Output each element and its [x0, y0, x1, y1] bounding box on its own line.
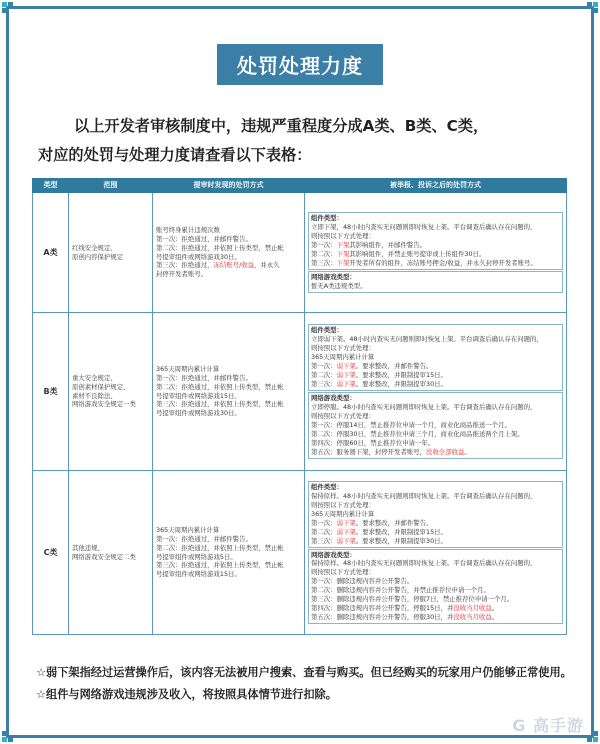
table-row-c	[33, 471, 567, 635]
text-line: 365天周期内累计计算	[311, 353, 375, 362]
footnote-income-deduction: ☆组件与网络游戏违规涉及收入，将按照具体情节进行扣除。	[36, 688, 337, 701]
penalty-highlight: 下架	[336, 258, 350, 267]
text-line: 第四次：删除违规内容并公开警告，停服15日，并没收当月收益。	[311, 604, 499, 613]
text-line: 网络游戏类型：	[311, 272, 356, 281]
text-line: 网络游戏安全规定一类	[72, 400, 136, 409]
table-row-b	[33, 313, 567, 471]
title-banner	[0, 44, 600, 85]
text-line: 第四次：停服60日，禁止推荐位申请一年。	[311, 438, 435, 447]
header-review-penalty: 提审时发现的处罚方式	[153, 179, 305, 193]
intro-line-1: 以上开发者审核制度中，违规严重程度分成A类、B类、C类，	[74, 117, 489, 135]
review-cell-c	[153, 471, 305, 635]
header-scope: 范围	[69, 179, 153, 193]
text-line: 保持原样。48小时内查实无问题则即时恢复上架。平台调查后确认存在问题的，	[311, 491, 537, 500]
text-line: 第二次：弱下架。要求整改，并限制提审15日。	[311, 527, 447, 536]
penalty-highlight: 弱下架	[336, 371, 356, 380]
text-line: 第二次：拒绝通过，并依照上传类型，禁止帐	[156, 243, 284, 252]
text-line: 第一次：拒绝通过，并邮件警告。	[156, 373, 252, 382]
report-component-block-c	[308, 481, 563, 548]
text-line: 第三次：弱下架。要求整改，并限制提审30日。	[311, 380, 447, 389]
text-line: 组件类型：	[311, 214, 343, 223]
penalty-table	[32, 178, 567, 635]
text-line: 号提审组件或网络游戏30日。	[156, 409, 241, 418]
penalty-highlight: 弱下架	[336, 527, 356, 536]
report-game-block-b	[308, 392, 563, 459]
text-line: 原创内容保护规定	[72, 252, 124, 261]
report-game-block-c	[308, 549, 563, 625]
type-cell-b: B类	[33, 313, 69, 471]
text-line: 号提审组件或网络游戏15日。	[156, 570, 241, 579]
report-component-block-b	[308, 324, 563, 391]
text-line: 网络游戏安全规定二类	[72, 552, 136, 561]
text-line: 则按照以下方式处理：	[311, 568, 375, 577]
intro-line-2: 对应的处罚与处理力度请查看以下表格：	[38, 146, 312, 164]
text-line: 第五次：删除违规内容并公开警告，停服30日，并没收当月收益。	[311, 613, 499, 622]
text-line: 号提审组件或网络游戏30日。	[156, 252, 241, 261]
text-line: 原创素材保护规定、	[72, 382, 130, 391]
text-line: 第一次：删除违规内容并公开警告。	[311, 577, 414, 586]
text-line: 立即停服。48小时内查实无问题则即时恢复上架。平台调查后确认存在问题的，	[311, 402, 537, 411]
penalty-highlight: 没收当月收益	[453, 604, 492, 613]
text-line: 组件类型：	[311, 482, 343, 491]
text-line: 第三次：下架开发者所有的组件，冻结账号押金/收益，并永久封停开发者账号。	[311, 258, 537, 267]
penalty-highlight: 弱下架	[336, 362, 356, 371]
text-line: 则按照以下方式处理：	[311, 411, 375, 420]
text-line: 重大安全规定、	[72, 373, 117, 382]
watermark-logo: G 高手游	[512, 716, 584, 735]
text-line: 则按照以下方式处理：	[311, 500, 375, 509]
text-line: 素材不良除法、	[72, 391, 117, 400]
review-cell-a	[153, 193, 305, 313]
header-type: 类型	[33, 179, 69, 193]
text-line: 第一次：拒绝通过，并邮件警告。	[156, 234, 252, 243]
intro-paragraph	[38, 112, 568, 170]
text-line: 则按照以下方式处理：	[311, 344, 375, 353]
header-report-penalty: 被举报、投诉之后的处罚方式	[305, 179, 567, 193]
text-line: 第二次：拒绝通过，并依照上传类型，禁止帐	[156, 543, 284, 552]
text-line: 第二次：弱下架。要求整改，并限制提审15日。	[311, 371, 447, 380]
text-line: 账号终身累计违规次数	[156, 225, 220, 234]
report-cell-a	[305, 193, 567, 313]
penalty-highlight: 弱下架	[336, 380, 356, 389]
type-cell-a: A类	[33, 193, 69, 313]
corner-decoration-top-right	[582, 2, 598, 18]
corner-decoration-top-left	[2, 2, 18, 18]
footnotes	[36, 662, 576, 706]
penalty-highlight: 下架	[336, 241, 350, 250]
text-line: 立即弱下架。48小时内查实无问题则即时恢复上架。平台调查后确认存在问题的，	[311, 335, 543, 344]
text-line: 封停开发者账号。	[156, 270, 208, 279]
report-game-block-a	[308, 271, 563, 293]
text-line: 则按照以下方式处理：	[311, 232, 375, 241]
text-line: 第一次：弱下架。要求整改，并邮件警告。	[311, 362, 433, 371]
review-cell-b	[153, 313, 305, 471]
text-line: 365天周期内累计计算	[156, 364, 220, 373]
text-line: 号提审组件或网络游戏5日。	[156, 552, 237, 561]
penalty-highlight: 没收当月收益	[453, 613, 492, 622]
text-line: 第三次：拒绝通过，冻结账号/收益，并永久	[156, 261, 280, 270]
text-line: 第三次：删除违规内容并公开警告，停服7日，禁止推荐位申请一个月。	[311, 595, 514, 604]
text-line: 网络游戏类型：	[311, 550, 356, 559]
table-header-row	[33, 179, 567, 193]
scope-cell-b	[69, 313, 153, 471]
text-line: 网络游戏类型：	[311, 394, 356, 402]
text-line: 第一次：拒绝通过，并邮件警告。	[156, 534, 252, 543]
penalty-highlight: 冻结账号/收益	[213, 261, 255, 270]
page-title: 处罚处理力度	[217, 44, 383, 85]
text-line: 第二次：停服30日，禁止推荐位申请三个月，商业化商品推送两个月上架。	[311, 429, 524, 438]
text-line: 立即下架，48小时内查实无问题则即时恢复上架。平台调查后确认存在问题的，	[311, 223, 537, 232]
text-line: 号提审组件或网络游戏15日。	[156, 391, 241, 400]
text-line: 第一次：弱下架。要求整改，并邮件警告。	[311, 518, 433, 527]
text-line: 保持原样。48小时内查实无问题则即时恢复上架。平台调查后确认存在问题的，	[311, 559, 537, 568]
corner-decoration-bottom-left	[2, 726, 18, 742]
penalty-highlight: 没收全部收益	[426, 447, 465, 456]
table-row-a	[33, 193, 567, 313]
penalty-highlight: 弱下架	[336, 536, 356, 545]
text-line: 暂无A类违规类型。	[311, 281, 367, 290]
footnote-soft-delist: ☆弱下架指经过运营操作后，该内容无法被用户搜索、查看与购买。但已经购买的玩家用户仍能够正常使用。	[36, 666, 572, 679]
corner-decoration-bottom-right	[582, 726, 598, 742]
text-line: 第二次：删除违规内容并公开警告，并禁止推荐位申请一个月。	[311, 586, 490, 595]
report-component-block-a	[308, 212, 563, 270]
report-cell-c	[305, 471, 567, 635]
text-line: 第三次：拒绝通过，并依照上传类型，禁止帐	[156, 400, 284, 409]
text-line: 365天周期内累计计算	[311, 509, 375, 518]
text-line: 第一次：下架其影响组件，并邮件警告。	[311, 241, 427, 250]
scope-cell-a	[69, 193, 153, 313]
text-line: 红线安全规定、	[72, 243, 117, 252]
type-cell-c: C类	[33, 471, 69, 635]
report-cell-b	[305, 313, 567, 471]
scope-cell-c	[69, 471, 153, 635]
penalty-highlight: 下架	[336, 250, 350, 258]
text-line: 第二次：下架其影响组件，并禁止账号提审或上传组件30日。	[311, 250, 486, 258]
text-line: 365天周期内累计计算	[156, 525, 220, 534]
text-line: 第三次：拒绝通过，并依照上传类型，禁止帐	[156, 561, 284, 570]
text-line: 组件类型：	[311, 326, 343, 335]
text-line: 第五次：服务器下架，封停开发者账号，没收全部收益。	[311, 447, 471, 456]
text-line: 第一次：停服14日，禁止推荐位申请一个月，商业化商品推送一个月。	[311, 420, 511, 429]
text-line: 第二次：拒绝通过，并依照上传类型，禁止帐	[156, 382, 284, 391]
text-line: 第三次：弱下架。要求整改，并限制提审30日。	[311, 536, 447, 545]
text-line: 其他违规、	[72, 543, 104, 552]
penalty-highlight: 弱下架	[336, 518, 356, 527]
